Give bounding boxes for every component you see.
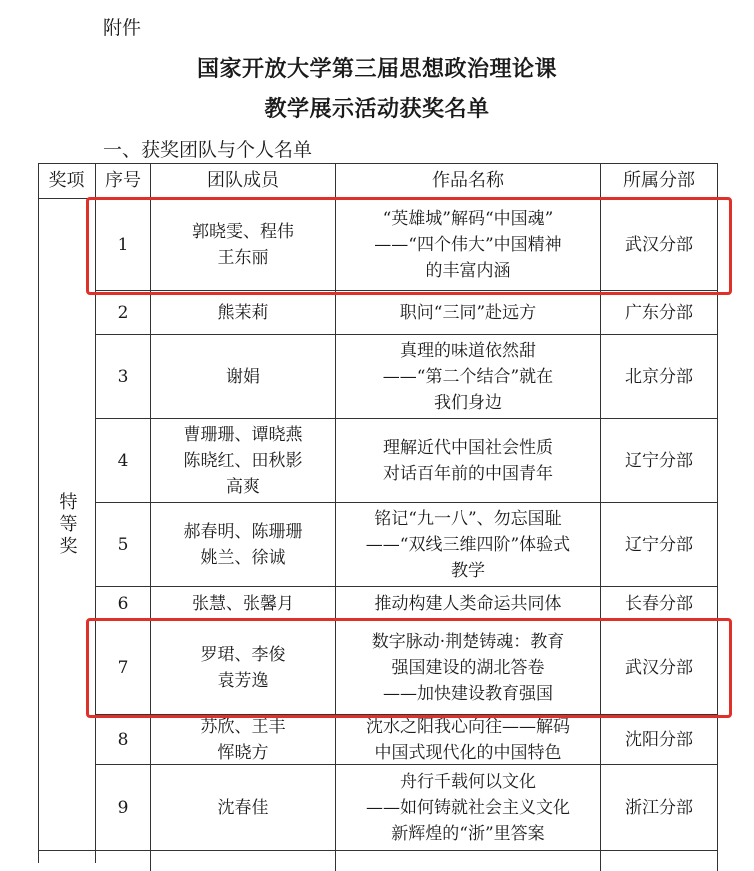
row-8-members-line: 恽晓方	[217, 742, 269, 763]
row-4-work-line: 对话百年前的中国青年	[383, 463, 553, 484]
row-8-work-text	[366, 714, 570, 766]
row-5-members-cell	[151, 503, 336, 587]
row-5-branch-text	[625, 532, 693, 558]
row-9-no-text	[118, 795, 129, 821]
row-3-work-line: 真理的味道依然甜	[399, 340, 536, 361]
row-2-work-cell	[336, 291, 601, 335]
row-2-work-line: 职问“三同”赴远方	[399, 302, 537, 323]
row-3-work-cell	[336, 335, 601, 419]
row-7-branch-text	[625, 655, 693, 681]
row-7-work-line: 强国建设的湖北答卷	[391, 657, 545, 678]
row-2-no-value: 2	[117, 302, 129, 323]
row-8-branch-cell	[601, 715, 718, 765]
row-8-branch-value: 沈阳分部	[625, 729, 693, 750]
row-6-work-text	[375, 591, 562, 617]
row-6-members-line: 张慧、张馨月	[192, 593, 294, 614]
row-2-branch-value: 广东分部	[625, 302, 693, 323]
row-9-work-line: 舟行千载何以文化	[400, 771, 536, 792]
row-3-branch-cell	[601, 335, 718, 419]
row-6-branch-cell	[601, 587, 718, 621]
row-9-branch-value: 浙江分部	[625, 797, 693, 818]
partial-next-row-cell	[336, 851, 601, 871]
column-header-members: 团队成员	[151, 163, 336, 199]
row-5-work-line: 铭记“九一八”、勿忘国耻	[374, 508, 562, 529]
row-2-members-line: 熊茉莉	[217, 302, 269, 323]
row-7-branch-cell	[601, 621, 718, 715]
row-1-work-line: ——“四个伟大”中国精神	[374, 234, 562, 255]
row-4-work-cell	[336, 419, 601, 503]
row-7-work-cell	[336, 621, 601, 715]
row-5-work-cell	[336, 503, 601, 587]
row-3-branch-value: 北京分部	[625, 366, 693, 387]
row-8-work-line: 沈水之阳我心向往——解码	[366, 716, 570, 737]
row-1-no-cell	[96, 199, 151, 291]
section-heading: 一、获奖团队与个人名单	[103, 139, 313, 161]
row-4-branch-value: 辽宁分部	[625, 450, 693, 471]
row-9-branch-text	[625, 795, 693, 821]
row-4-work-text	[383, 435, 553, 487]
row-2-branch-cell	[601, 291, 718, 335]
row-6-members-text	[192, 591, 294, 617]
row-7-members-cell	[151, 621, 336, 715]
row-2-no-cell	[96, 291, 151, 335]
row-6-branch-value: 长春分部	[625, 593, 693, 614]
row-4-branch-cell	[601, 419, 718, 503]
row-3-members-cell	[151, 335, 336, 419]
row-8-members-line: 苏欣、王丰	[200, 716, 286, 737]
row-1-branch-text	[625, 232, 693, 258]
row-7-work-line: ——加快建设教育强国	[383, 683, 553, 704]
row-9-members-line: 沈春佳	[217, 797, 269, 818]
row-9-work-text	[366, 769, 570, 847]
row-6-branch-text	[625, 591, 693, 617]
row-3-work-line: 我们身边	[433, 392, 502, 413]
row-6-members-cell	[151, 587, 336, 621]
row-7-members-line: 袁芳逸	[217, 670, 269, 691]
row-6-no-cell	[96, 587, 151, 621]
row-3-no-text	[118, 364, 129, 390]
row-9-work-line: 新辉煌的“浙”里答案	[391, 823, 545, 844]
row-4-members-text	[184, 422, 303, 500]
row-9-members-text	[218, 795, 269, 821]
partial-next-row-cell	[151, 851, 336, 871]
row-4-no-value: 4	[117, 450, 129, 471]
row-7-no-value: 7	[117, 657, 129, 678]
row-4-work-line: 理解近代中国社会性质	[383, 437, 553, 458]
row-6-work-line: 推动构建人类命运共同体	[374, 593, 562, 614]
row-1-branch-cell	[601, 199, 718, 291]
row-5-members-line: 郝春明、陈珊珊	[183, 521, 303, 542]
award-level-text: 特等奖	[56, 491, 78, 558]
row-5-branch-cell	[601, 503, 718, 587]
row-3-work-text	[383, 338, 553, 416]
row-7-members-text	[201, 642, 286, 694]
row-3-branch-text	[625, 364, 693, 390]
row-7-no-cell	[96, 621, 151, 715]
attachment-label: 附件	[103, 17, 142, 39]
award-level-cell	[38, 199, 96, 851]
row-1-work-line: “英雄城”解码“中国魂”	[382, 208, 554, 229]
row-3-no-cell	[96, 335, 151, 419]
row-1-no-value: 1	[117, 234, 129, 255]
row-5-work-line: 教学	[450, 560, 485, 581]
row-5-members-line: 姚兰、徐诚	[200, 547, 286, 568]
row-9-no-value: 9	[117, 797, 129, 818]
row-1-work-line: 的丰富内涵	[425, 260, 511, 281]
row-5-no-cell	[96, 503, 151, 587]
row-8-work-line: 中国式现代化的中国特色	[374, 742, 562, 763]
document-title-line-1: 国家开放大学第三届思想政治理论课	[196, 56, 557, 82]
row-6-no-text	[118, 591, 129, 617]
row-2-no-text	[118, 300, 129, 326]
row-5-branch-value: 辽宁分部	[625, 534, 693, 555]
row-3-members-text	[226, 364, 260, 390]
row-1-members-text	[192, 219, 294, 271]
row-8-branch-text	[625, 727, 693, 753]
row-2-members-cell	[151, 291, 336, 335]
row-1-work-text	[374, 206, 561, 284]
row-5-no-text	[118, 532, 129, 558]
row-5-members-text	[184, 519, 303, 571]
row-2-members-text	[218, 300, 269, 326]
row-4-members-cell	[151, 419, 336, 503]
awards-table	[38, 163, 718, 863]
row-4-branch-text	[625, 448, 693, 474]
row-1-members-cell	[151, 199, 336, 291]
row-4-no-text	[118, 448, 129, 474]
row-3-no-value: 3	[117, 366, 129, 387]
row-5-work-line: ——“双线三维四阶”体验式	[365, 534, 571, 555]
row-1-work-cell	[336, 199, 601, 291]
row-8-no-text	[118, 727, 129, 753]
row-1-no-text	[118, 232, 129, 258]
row-1-members-line: 王东丽	[217, 247, 269, 268]
row-4-members-line: 曹珊珊、谭晓燕	[183, 424, 303, 445]
row-2-work-text	[400, 300, 536, 326]
row-9-no-cell	[96, 765, 151, 851]
column-header-number: 序号	[96, 163, 151, 199]
row-6-work-cell	[336, 587, 601, 621]
row-8-members-text	[201, 714, 286, 766]
row-9-members-cell	[151, 765, 336, 851]
row-8-members-cell	[151, 715, 336, 765]
row-4-no-cell	[96, 419, 151, 503]
row-2-branch-text	[625, 300, 693, 326]
award-level-next-cell	[38, 851, 96, 863]
row-9-work-cell	[336, 765, 601, 851]
row-7-branch-value: 武汉分部	[625, 657, 693, 678]
partial-next-row-cell	[96, 851, 151, 871]
row-5-work-text	[366, 506, 570, 584]
row-9-work-line: ——如何铸就社会主义文化	[366, 797, 570, 818]
row-4-members-line: 陈晓红、田秋影	[183, 450, 303, 471]
row-5-no-value: 5	[117, 534, 129, 555]
row-7-work-line: 数字脉动·荆楚铸魂：教育	[371, 631, 565, 652]
row-8-work-cell	[336, 715, 601, 765]
row-1-branch-value: 武汉分部	[625, 234, 693, 255]
row-3-work-line: ——“第二个结合”就在	[382, 366, 554, 387]
row-4-members-line: 高爽	[226, 476, 260, 497]
column-header-branch: 所属分部	[601, 163, 718, 199]
row-9-branch-cell	[601, 765, 718, 851]
row-8-no-value: 8	[117, 729, 129, 750]
partial-next-row-cell	[601, 851, 718, 871]
row-7-no-text	[118, 655, 129, 681]
row-8-no-cell	[96, 715, 151, 765]
row-7-members-line: 罗珺、李俊	[200, 644, 286, 665]
row-3-members-line: 谢娟	[226, 366, 260, 387]
column-header-award: 奖项	[38, 163, 96, 199]
column-header-work: 作品名称	[336, 163, 601, 199]
row-7-work-text	[372, 629, 564, 707]
document-title-line-2: 教学展示活动获奖名单	[264, 96, 490, 122]
row-1-members-line: 郭晓雯、程伟	[192, 221, 294, 242]
row-6-no-value: 6	[117, 593, 129, 614]
